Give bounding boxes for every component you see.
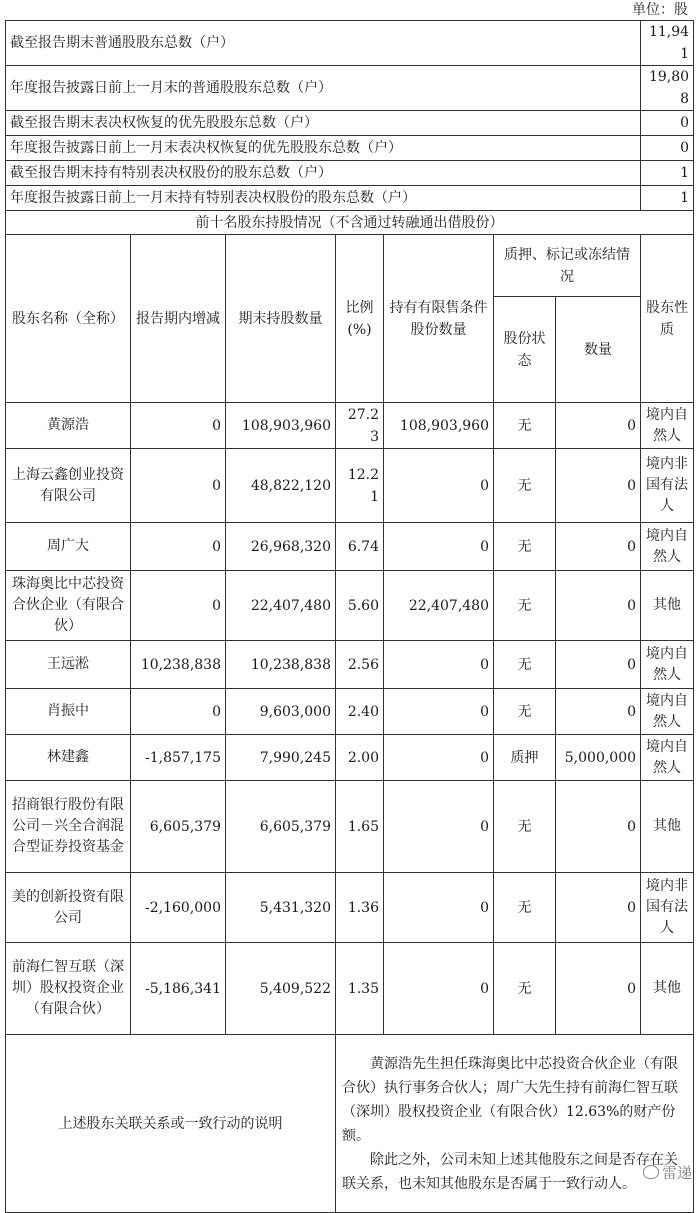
holder-pledge-status: 无 xyxy=(494,403,556,449)
relation-row xyxy=(6,1035,694,1213)
summary-label: 截至报告期末持有特别表决权股份的股东总数（户） xyxy=(6,161,641,186)
header-nature: 股东性质 xyxy=(641,235,694,403)
unit-label: 单位：股 xyxy=(632,2,688,18)
summary-label: 年度报告披露日前上一月末持有特别表决权股份的股东总数（户） xyxy=(6,186,641,211)
holder-restricted: 0 xyxy=(384,781,494,873)
holder-ratio: 2.00 xyxy=(336,735,384,781)
holder-restricted: 0 xyxy=(384,449,494,523)
holder-rows xyxy=(6,403,694,1035)
holder-pledge-status: 无 xyxy=(494,571,556,641)
holder-nature: 境内自然人 xyxy=(641,689,694,735)
weibo-icon xyxy=(643,1165,659,1179)
header-pledge-status: 股份状态 xyxy=(494,297,556,403)
relation-paragraph-2: 除此之外，公司未知上述其他股东之间是否存在关联关系，也未知其他股东是否属于一致行动人。 xyxy=(342,1151,678,1192)
table-row xyxy=(6,641,694,689)
holder-nature: 其他 xyxy=(641,781,694,873)
holder-shares: 5,431,320 xyxy=(226,873,336,943)
holder-pledge-status: 无 xyxy=(494,449,556,523)
holder-name: 前海仁智互联（深圳）股权投资企业（有限合伙） xyxy=(6,943,131,1035)
holder-pledge-status: 无 xyxy=(494,873,556,943)
holder-ratio: 5.60 xyxy=(336,571,384,641)
summary-section xyxy=(6,21,694,211)
header-ratio: 比例(%) xyxy=(336,235,384,403)
holder-ratio: 2.56 xyxy=(336,641,384,689)
holder-change: 0 xyxy=(131,689,226,735)
table-row xyxy=(6,943,694,1035)
holder-shares: 48,822,120 xyxy=(226,449,336,523)
summary-value: 1 xyxy=(641,186,694,211)
holder-pledge-qty: 0 xyxy=(556,781,641,873)
holder-pledge-qty: 0 xyxy=(556,641,641,689)
holder-ratio: 1.36 xyxy=(336,873,384,943)
holder-pledge-qty: 0 xyxy=(556,873,641,943)
watermark-text: 雷递 xyxy=(661,1164,692,1182)
holder-nature: 境内非国有法人 xyxy=(641,873,694,943)
table-row xyxy=(6,781,694,873)
holder-shares: 26,968,320 xyxy=(226,523,336,571)
header-shares: 期末持股数量 xyxy=(226,235,336,403)
holder-name: 王远淞 xyxy=(6,641,131,689)
summary-value: 0 xyxy=(641,111,694,136)
holder-pledge-qty: 5,000,000 xyxy=(556,735,641,781)
summary-row xyxy=(6,161,694,186)
summary-label: 截至报告期末普通股股东总数（户） xyxy=(6,21,641,66)
holder-ratio: 2.40 xyxy=(336,689,384,735)
header-row xyxy=(6,235,694,297)
holder-restricted: 0 xyxy=(384,641,494,689)
holder-ratio: 27.23 xyxy=(336,403,384,449)
table-row xyxy=(6,449,694,523)
holder-pledge-status: 无 xyxy=(494,943,556,1035)
watermark xyxy=(643,1162,692,1183)
holder-change: 0 xyxy=(131,403,226,449)
summary-row xyxy=(6,111,694,136)
summary-value: 0 xyxy=(641,136,694,161)
holder-restricted: 0 xyxy=(384,943,494,1035)
summary-row xyxy=(6,136,694,161)
holder-nature: 其他 xyxy=(641,571,694,641)
holder-restricted: 22,407,480 xyxy=(384,571,494,641)
holder-change: 0 xyxy=(131,571,226,641)
summary-row xyxy=(6,186,694,211)
holder-restricted: 108,903,960 xyxy=(384,403,494,449)
holder-pledge-status: 无 xyxy=(494,641,556,689)
summary-row xyxy=(6,66,694,111)
holder-name: 上海云鑫创业投资有限公司 xyxy=(6,449,131,523)
shareholder-table xyxy=(5,20,694,1213)
header-change: 报告期内增减 xyxy=(131,235,226,403)
holder-name: 林建鑫 xyxy=(6,735,131,781)
holder-pledge-status: 无 xyxy=(494,781,556,873)
summary-value: 1 xyxy=(641,161,694,186)
holder-change: -1,857,175 xyxy=(131,735,226,781)
relation-text xyxy=(336,1035,694,1213)
holder-restricted: 0 xyxy=(384,523,494,571)
holder-pledge-qty: 0 xyxy=(556,403,641,449)
holder-shares: 108,903,960 xyxy=(226,403,336,449)
holder-nature: 境内自然人 xyxy=(641,403,694,449)
holder-pledge-status: 无 xyxy=(494,523,556,571)
summary-value: 11,941 xyxy=(641,21,694,66)
holder-change: 0 xyxy=(131,523,226,571)
section-title: 前十名股东持股情况（不含通过转融通出借股份） xyxy=(6,211,694,235)
holder-shares: 22,407,480 xyxy=(226,571,336,641)
summary-label: 年度报告披露日前上一月末表决权恢复的优先股股东总数（户） xyxy=(6,136,641,161)
holder-shares: 10,238,838 xyxy=(226,641,336,689)
table-row xyxy=(6,403,694,449)
summary-row xyxy=(6,21,694,66)
holder-nature: 境内自然人 xyxy=(641,523,694,571)
holder-nature: 境内自然人 xyxy=(641,735,694,781)
holder-pledge-qty: 0 xyxy=(556,523,641,571)
holder-restricted: 0 xyxy=(384,735,494,781)
holder-change: -2,160,000 xyxy=(131,873,226,943)
table-row xyxy=(6,523,694,571)
summary-value: 19,808 xyxy=(641,66,694,111)
holder-name: 肖振中 xyxy=(6,689,131,735)
table-row xyxy=(6,735,694,781)
summary-label: 年度报告披露日前上一月末的普通股股东总数（户） xyxy=(6,66,641,111)
holder-pledge-status: 无 xyxy=(494,689,556,735)
relation-section xyxy=(6,1035,694,1213)
header-restricted: 持有有限售条件股份数量 xyxy=(384,235,494,403)
holder-pledge-qty: 0 xyxy=(556,449,641,523)
holder-shares: 6,605,379 xyxy=(226,781,336,873)
holder-pledge-qty: 0 xyxy=(556,943,641,1035)
table-row xyxy=(6,571,694,641)
holder-change: 6,605,379 xyxy=(131,781,226,873)
summary-label: 截至报告期末表决权恢复的优先股股东总数（户） xyxy=(6,111,641,136)
holder-pledge-qty: 0 xyxy=(556,689,641,735)
holder-ratio: 6.74 xyxy=(336,523,384,571)
holder-name: 珠海奥比中芯投资合伙企业（有限合伙） xyxy=(6,571,131,641)
relation-paragraph-1: 黄源浩先生担任珠海奥比中芯投资合伙企业（有限合伙）执行事务合伙人；周广大先生持有前海仁智互联（深圳）股权投资企业（有限合伙）12.63%的财产份额。 xyxy=(342,1055,678,1144)
header-name: 股东名称（全称） xyxy=(6,235,131,403)
holder-name: 招商银行股份有限公司－兴全合润混合型证券投资基金 xyxy=(6,781,131,873)
section-title-row xyxy=(6,211,694,235)
table-row xyxy=(6,689,694,735)
header-pledge-qty: 数量 xyxy=(556,297,641,403)
holders-section xyxy=(6,211,694,403)
table-row xyxy=(6,873,694,943)
holder-shares: 7,990,245 xyxy=(226,735,336,781)
holder-ratio: 12.21 xyxy=(336,449,384,523)
header-pledge-group: 质押、标记或冻结情况 xyxy=(494,235,641,297)
holder-shares: 9,603,000 xyxy=(226,689,336,735)
holder-ratio: 1.35 xyxy=(336,943,384,1035)
holder-nature: 其他 xyxy=(641,943,694,1035)
holder-name: 美的创新投资有限公司 xyxy=(6,873,131,943)
holder-ratio: 1.65 xyxy=(336,781,384,873)
holder-change: 10,238,838 xyxy=(131,641,226,689)
relation-label: 上述股东关联关系或一致行动的说明 xyxy=(6,1035,336,1213)
holder-change: -5,186,341 xyxy=(131,943,226,1035)
holder-change: 0 xyxy=(131,449,226,523)
holder-name: 周广大 xyxy=(6,523,131,571)
holder-restricted: 0 xyxy=(384,873,494,943)
holder-name: 黄源浩 xyxy=(6,403,131,449)
holder-pledge-qty: 0 xyxy=(556,571,641,641)
holder-restricted: 0 xyxy=(384,689,494,735)
holder-shares: 5,409,522 xyxy=(226,943,336,1035)
holder-pledge-status: 质押 xyxy=(494,735,556,781)
holder-nature: 境内自然人 xyxy=(641,641,694,689)
holder-nature: 境内非国有法人 xyxy=(641,449,694,523)
